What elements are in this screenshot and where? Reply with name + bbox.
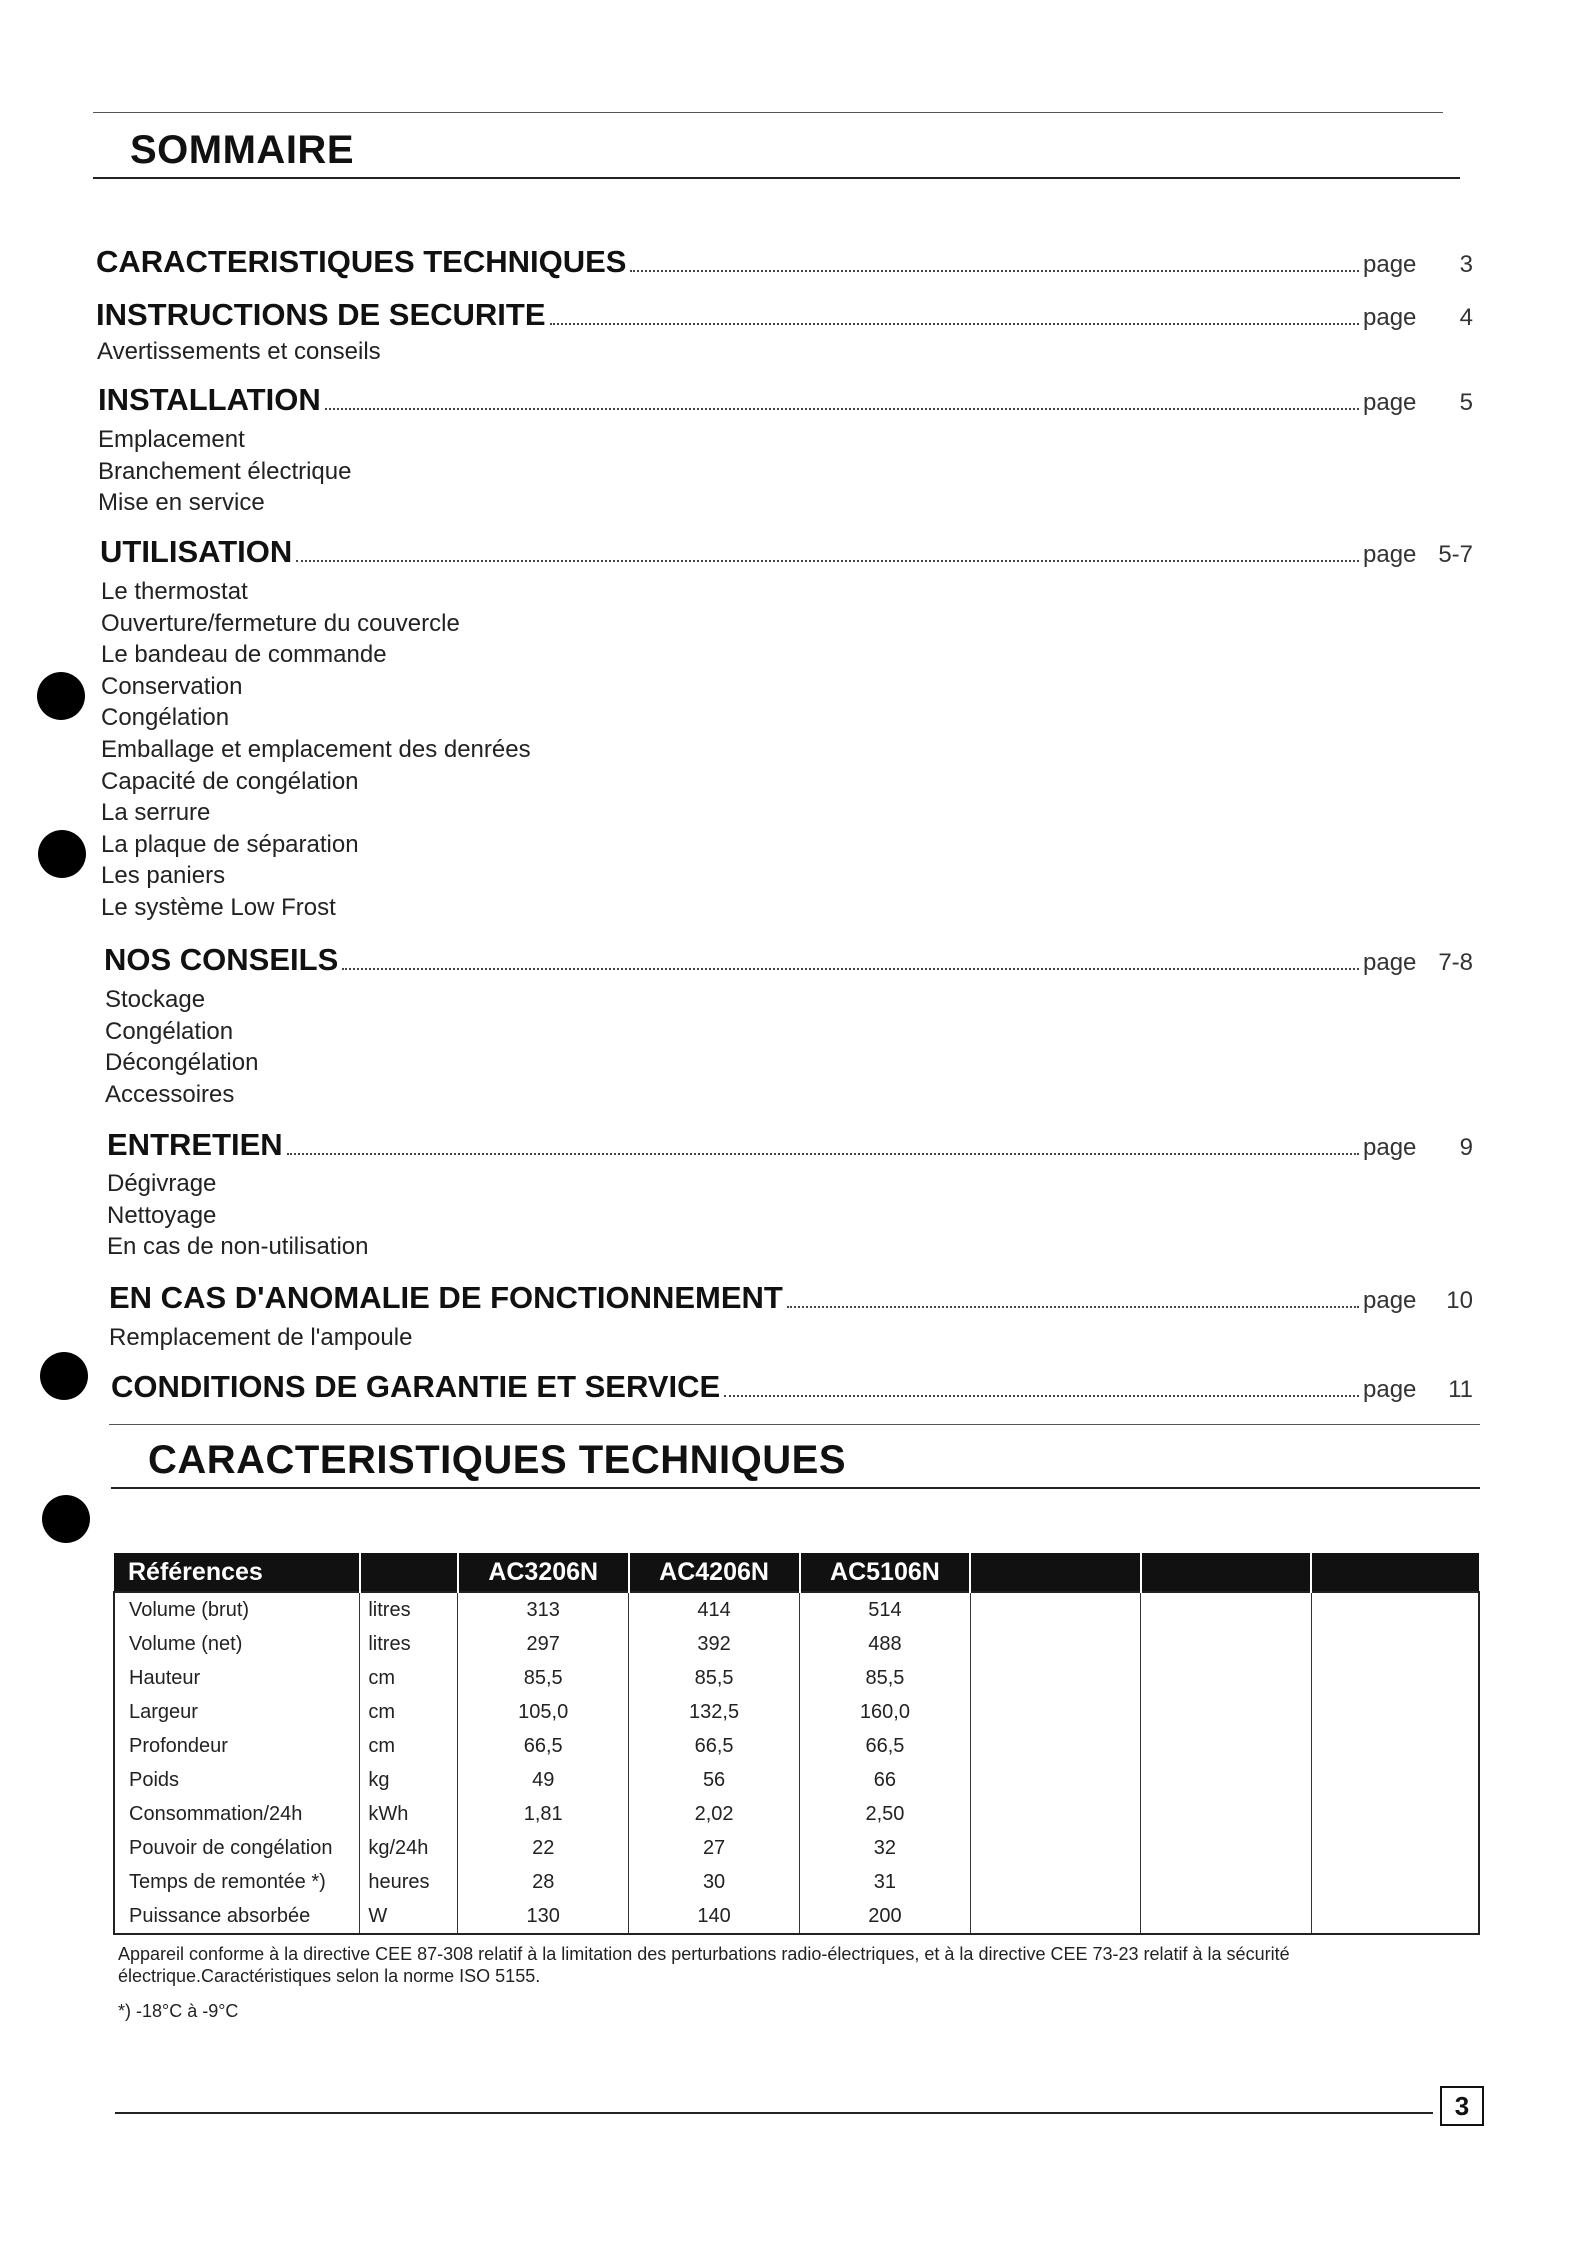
sommaire-rule [93, 177, 1460, 179]
table-row [114, 1763, 1479, 1797]
spec-unit: cm [360, 1661, 458, 1695]
table-row [114, 1592, 1479, 1627]
compliance-note: Appareil conforme à la directive CEE 87-308 relatif à la limitation des perturbations radio-électriques, et à la directive CEE 73-23 relatif à la sécurité électrique.Caractéristiques selon la norme ISO 5155. [118, 1944, 1290, 1986]
toc-dots [630, 270, 1359, 272]
spec-value [1311, 1797, 1479, 1831]
toc-subitems [109, 1322, 412, 1354]
spec-value: 85,5 [800, 1661, 971, 1695]
toc-subitem: Dégivrage [107, 1170, 217, 1197]
toc-entry[interactable] [100, 534, 1473, 570]
toc-page-label: page [1363, 1287, 1417, 1314]
toc-page-label: page [1363, 389, 1417, 416]
spec-value: 140 [629, 1899, 800, 1934]
toc-subitem: Les paniers [101, 862, 226, 890]
toc-page-label: page [1363, 1134, 1417, 1161]
spec-value: 130 [458, 1899, 629, 1934]
spec-header-row [114, 1553, 1479, 1592]
spec-value [1141, 1729, 1312, 1763]
toc-subitems [97, 336, 381, 368]
spec-value: 30 [629, 1865, 800, 1899]
spec-label: Puissance absorbée [114, 1899, 360, 1934]
toc-subitem: Capacité de congélation [101, 767, 359, 795]
toc-dots [724, 1395, 1359, 1397]
specs-rule [111, 1487, 1480, 1489]
top-rule [93, 112, 1443, 113]
toc-page-label: page [1363, 949, 1417, 976]
toc-title: CONDITIONS DE GARANTIE ET SERVICE [111, 1369, 721, 1404]
table-row [114, 1865, 1479, 1899]
spec-value: 488 [800, 1627, 971, 1661]
spec-value: 66 [800, 1763, 971, 1797]
spec-value: 28 [458, 1865, 629, 1899]
spec-value [1141, 1661, 1312, 1695]
spec-label: Temps de remontée *) [114, 1865, 360, 1899]
spec-label: Consommation/24h [114, 1797, 360, 1831]
toc-page-number: 7-8 [1438, 949, 1473, 976]
spec-value [970, 1592, 1141, 1627]
spec-value: 313 [458, 1592, 629, 1627]
spec-value: 27 [629, 1831, 800, 1865]
spec-value: 514 [800, 1592, 971, 1627]
spec-label: Profondeur [114, 1729, 360, 1763]
spec-value: 66,5 [629, 1729, 800, 1763]
spec-value [970, 1729, 1141, 1763]
spec-value: 132,5 [629, 1695, 800, 1729]
spec-value: 297 [458, 1627, 629, 1661]
spec-value: 392 [629, 1627, 800, 1661]
sommaire-title: SOMMAIRE [130, 128, 354, 172]
spec-value [1311, 1729, 1479, 1763]
spec-value [1311, 1763, 1479, 1797]
spec-value: 160,0 [800, 1695, 971, 1729]
spec-value: 414 [629, 1592, 800, 1627]
toc-entry[interactable] [96, 297, 1473, 333]
toc-subitem: En cas de non-utilisation [107, 1233, 369, 1261]
toc-dots [342, 968, 1359, 970]
spec-header-ref: Références [114, 1553, 360, 1592]
toc-page-number: 5-7 [1438, 541, 1473, 568]
spec-value [970, 1695, 1141, 1729]
toc-subitem: Stockage [105, 986, 206, 1013]
spec-value [970, 1865, 1141, 1899]
table-row [114, 1729, 1479, 1763]
spec-header-model: AC4206N [629, 1553, 800, 1592]
spec-value: 56 [629, 1763, 800, 1797]
spec-value [1141, 1627, 1312, 1661]
toc-subitem: Congélation [101, 704, 230, 732]
spec-value: 31 [800, 1865, 971, 1899]
page-number: 3 [1440, 2086, 1484, 2126]
spec-header-model: AC5106N [800, 1553, 971, 1592]
spec-value: 85,5 [458, 1661, 629, 1695]
toc-title: CARACTERISTIQUES TECHNIQUES [96, 244, 627, 279]
toc-page-number: 10 [1446, 1287, 1473, 1314]
table-row [114, 1831, 1479, 1865]
spec-value: 66,5 [458, 1729, 629, 1763]
toc-subitems [107, 1168, 369, 1263]
toc-title: INSTRUCTIONS DE SECURITE [96, 297, 546, 332]
toc-page-label: page [1363, 251, 1417, 278]
toc-dots [787, 1306, 1359, 1308]
punch-hole [37, 672, 85, 720]
toc-dots [325, 408, 1359, 410]
toc-subitems [105, 984, 258, 1110]
spec-label: Poids [114, 1763, 360, 1797]
spec-table [113, 1553, 1480, 1935]
toc-subitem: Mise en service [98, 489, 265, 517]
spec-header-model [1311, 1553, 1479, 1592]
table-row [114, 1797, 1479, 1831]
specs-top-rule [109, 1424, 1480, 1425]
spec-unit: litres [360, 1592, 458, 1627]
toc-page-label: page [1363, 1376, 1417, 1403]
toc-entry[interactable] [107, 1127, 1473, 1163]
toc-dots [296, 560, 1359, 562]
spec-value [970, 1899, 1141, 1934]
toc-subitem: Nettoyage [107, 1201, 217, 1229]
punch-hole [40, 1352, 88, 1400]
spec-value: 2,50 [800, 1797, 971, 1831]
spec-value [1141, 1695, 1312, 1729]
toc-subitem: Remplacement de l'ampoule [109, 1324, 413, 1351]
spec-value [1141, 1797, 1312, 1831]
toc-subitem: Accessoires [105, 1080, 235, 1108]
spec-unit: kg/24h [360, 1831, 458, 1865]
spec-header-model [1141, 1553, 1312, 1592]
spec-value [1141, 1592, 1312, 1627]
spec-label: Hauteur [114, 1661, 360, 1695]
toc-subitems [101, 576, 531, 924]
spec-unit: heures [360, 1865, 458, 1899]
toc-subitem: Le système Low Frost [101, 893, 336, 921]
spec-unit: litres [360, 1627, 458, 1661]
toc-subitem: Avertissements et conseils [97, 338, 381, 365]
toc-subitem: Branchement électrique [98, 457, 352, 485]
spec-value [1311, 1831, 1479, 1865]
spec-value: 85,5 [629, 1661, 800, 1695]
table-row [114, 1695, 1479, 1729]
spec-unit: kg [360, 1763, 458, 1797]
toc-entry[interactable] [96, 244, 1473, 280]
spec-value [970, 1797, 1141, 1831]
spec-value [970, 1627, 1141, 1661]
spec-value: 200 [800, 1899, 971, 1934]
spec-value [970, 1661, 1141, 1695]
toc-title: INSTALLATION [98, 382, 321, 417]
spec-value [1311, 1865, 1479, 1899]
toc-subitem: Ouverture/fermeture du couvercle [101, 609, 460, 637]
spec-header-model [970, 1553, 1141, 1592]
spec-unit: cm [360, 1729, 458, 1763]
spec-value: 1,81 [458, 1797, 629, 1831]
toc-page-label: page [1363, 541, 1417, 568]
spec-unit: W [360, 1899, 458, 1934]
spec-value [1311, 1661, 1479, 1695]
toc-subitem: Décongélation [105, 1049, 259, 1077]
spec-value [1141, 1865, 1312, 1899]
toc-title: ENTRETIEN [107, 1127, 283, 1162]
punch-hole [38, 830, 86, 878]
spec-header-unit [360, 1553, 458, 1592]
toc-subitem: Le thermostat [101, 578, 248, 605]
toc-subitem: La plaque de séparation [101, 830, 359, 858]
spec-value [1141, 1899, 1312, 1934]
spec-label: Pouvoir de congélation [114, 1831, 360, 1865]
footnote: *) -18°C à -9°C [118, 2001, 239, 2021]
spec-unit: cm [360, 1695, 458, 1729]
toc-subitem: Le bandeau de commande [101, 641, 387, 669]
specs-title: CARACTERISTIQUES TECHNIQUES [148, 1438, 846, 1482]
toc-title: UTILISATION [100, 534, 293, 569]
toc-title: NOS CONSEILS [104, 942, 339, 977]
toc-dots [287, 1153, 1359, 1155]
spec-value: 105,0 [458, 1695, 629, 1729]
spec-value [970, 1831, 1141, 1865]
toc-title: EN CAS D'ANOMALIE DE FONCTIONNEMENT [109, 1280, 783, 1315]
footer-rule [115, 2112, 1433, 2114]
toc-page-number: 3 [1459, 251, 1473, 278]
spec-value: 49 [458, 1763, 629, 1797]
spec-value: 22 [458, 1831, 629, 1865]
toc-page-number: 5 [1459, 389, 1473, 416]
spec-value [1311, 1695, 1479, 1729]
spec-label: Volume (brut) [114, 1592, 360, 1627]
toc-subitem: La serrure [101, 799, 211, 827]
toc-entry[interactable] [109, 1280, 1473, 1316]
toc-page-number: 9 [1459, 1134, 1473, 1161]
table-row [114, 1899, 1479, 1934]
toc-subitem: Conservation [101, 672, 243, 700]
toc-subitem: Congélation [105, 1017, 234, 1045]
spec-value [1141, 1831, 1312, 1865]
toc-subitem: Emballage et emplacement des denrées [101, 735, 531, 763]
table-row [114, 1627, 1479, 1661]
spec-value [1311, 1899, 1479, 1934]
spec-unit: kWh [360, 1797, 458, 1831]
toc-subitems [98, 424, 351, 519]
toc-page-label: page [1363, 304, 1417, 331]
spec-value [970, 1763, 1141, 1797]
spec-value: 2,02 [629, 1797, 800, 1831]
punch-hole [42, 1495, 90, 1543]
toc-entry[interactable] [104, 942, 1473, 978]
toc-entry[interactable] [98, 382, 1473, 418]
spec-header-model: AC3206N [458, 1553, 629, 1592]
spec-value [1311, 1627, 1479, 1661]
toc-page-number: 4 [1459, 304, 1473, 331]
spec-label: Largeur [114, 1695, 360, 1729]
toc-page-number: 11 [1448, 1376, 1473, 1403]
toc-entry[interactable] [111, 1369, 1473, 1405]
toc-subitem: Emplacement [98, 426, 245, 453]
spec-value [1141, 1763, 1312, 1797]
spec-value: 32 [800, 1831, 971, 1865]
spec-label: Volume (net) [114, 1627, 360, 1661]
table-row [114, 1661, 1479, 1695]
spec-value: 66,5 [800, 1729, 971, 1763]
spec-value [1311, 1592, 1479, 1627]
toc-dots [550, 323, 1359, 325]
